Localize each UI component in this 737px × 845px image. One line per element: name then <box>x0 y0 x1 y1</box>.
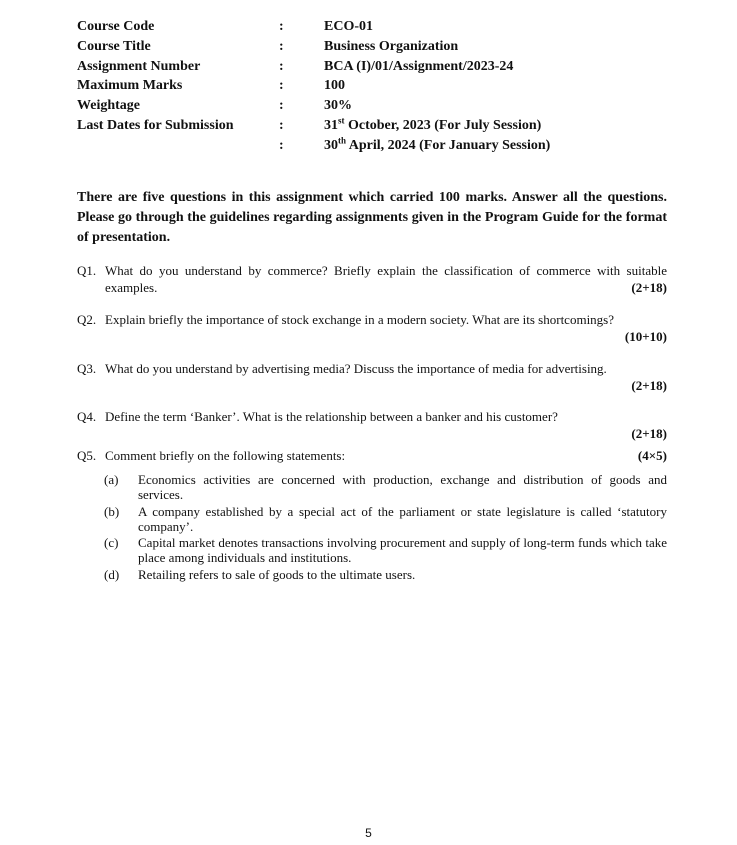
question-text: Comment briefly on the following statements: <box>105 448 346 463</box>
question-4 <box>77 408 667 444</box>
weightage-value: 30% <box>324 98 352 113</box>
question-marks: (10+10) <box>624 329 667 344</box>
assignment-number-value: BCA (I)/01/Assignment/2023-24 <box>324 59 514 74</box>
colon: : <box>279 19 284 34</box>
statement-letter: (d) <box>104 567 120 582</box>
date-ordinal-suffix: th <box>338 135 347 146</box>
date-rest: April, 2024 (For January Session) <box>346 138 551 153</box>
question-marks: (2+18) <box>631 280 667 295</box>
date-rest: October, 2023 (For July Session) <box>344 118 542 133</box>
question-number: Q4. <box>77 409 97 424</box>
colon: : <box>279 118 284 133</box>
page-number: 5 <box>365 826 372 840</box>
question-1 <box>77 262 667 298</box>
question-number: Q1. <box>77 263 97 278</box>
july-session-date <box>324 117 541 135</box>
statement-text: Retailing refers to sale of goods to the ultimate users. <box>138 567 416 582</box>
question-5 <box>77 447 667 465</box>
instructions-paragraph: There are five questions in this assignment which carried 100 marks. Answer all the questions. Please go through the guidelines regarding assignments given in the Program Guide for the format of presentation. <box>77 190 667 245</box>
colon: : <box>279 98 284 113</box>
question-marks: (2+18) <box>631 378 667 393</box>
question-marks: (2+18) <box>631 426 667 441</box>
question-2 <box>77 311 667 347</box>
statement-item-d <box>104 567 667 582</box>
maximum-marks-label: Maximum Marks <box>77 78 183 93</box>
course-code-value: ECO-01 <box>324 19 373 34</box>
statement-item-a <box>104 472 667 502</box>
january-session-date <box>324 137 550 155</box>
colon: : <box>279 39 284 54</box>
colon: : <box>279 138 284 153</box>
question-3 <box>77 360 667 396</box>
date-ordinal-suffix: st <box>338 115 345 126</box>
statement-item-c <box>104 535 667 565</box>
colon: : <box>279 59 284 74</box>
date-day: 30 <box>324 138 338 153</box>
question-marks: (4×5) <box>637 448 667 463</box>
weightage-label: Weightage <box>77 98 140 113</box>
statement-letter: (c) <box>104 535 119 550</box>
question-text: Define the term ‘Banker’. What is the relationship between a banker and his customer? <box>105 409 558 424</box>
question-number: Q3. <box>77 361 97 376</box>
question-number: Q5. <box>77 448 97 463</box>
question-number: Q2. <box>77 312 97 327</box>
statement-text: A company established by a special act of the parliament or state legislature is called ‘statutory company’. <box>138 504 667 534</box>
course-title-value: Business Organization <box>324 39 459 54</box>
question-text: Explain briefly the importance of stock exchange in a modern society. What are its shortcomings? <box>105 312 615 327</box>
date-day: 31 <box>324 118 338 133</box>
statement-text: Economics activities are concerned with production, exchange and distribution of goods and services. <box>138 472 667 502</box>
maximum-marks-value: 100 <box>324 78 345 93</box>
statement-item-b <box>104 504 667 534</box>
assignment-number-label: Assignment Number <box>77 59 201 74</box>
statement-letter: (a) <box>104 472 119 487</box>
statement-text: Capital market denotes transactions involving procurement and supply of long-term funds which take place among individuals and institutions. <box>138 535 667 565</box>
course-title-label: Course Title <box>77 39 151 54</box>
question-text: What do you understand by commerce? Briefly explain the classification of commerce with suitable examples. <box>105 263 667 295</box>
colon: : <box>279 78 284 93</box>
statement-letter: (b) <box>104 504 120 519</box>
course-code-label: Course Code <box>77 19 155 34</box>
question-text: What do you understand by advertising media? Discuss the importance of media for advertising. <box>105 361 607 376</box>
last-dates-label: Last Dates for Submission <box>77 118 234 133</box>
